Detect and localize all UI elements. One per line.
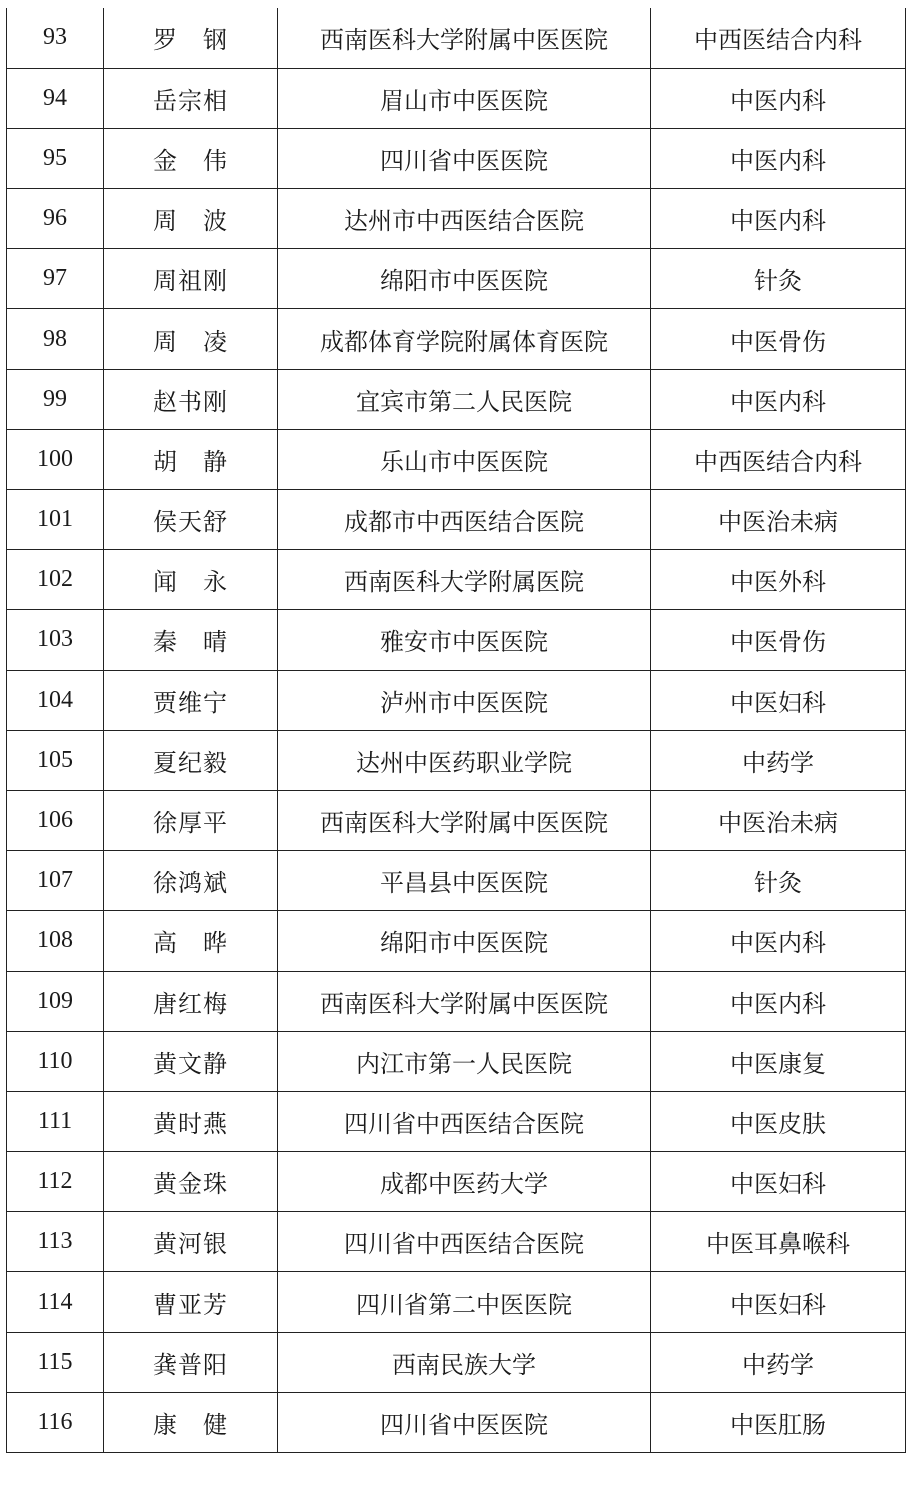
specialty-name: 中医内科 — [730, 146, 826, 175]
person-name: 唐红梅 — [153, 989, 228, 1018]
row-number-cell — [7, 1392, 104, 1452]
row-number-cell — [7, 309, 104, 369]
person-name: 岳宗相 — [153, 86, 228, 115]
institution-name: 四川省中医医院 — [380, 146, 548, 175]
institution-name: 西南医科大学附属中医医院 — [320, 989, 608, 1018]
row-number: 98 — [43, 325, 67, 352]
institution-name: 四川省中西医结合医院 — [344, 1109, 584, 1138]
row-number: 105 — [37, 746, 73, 773]
institution-name: 成都中医药大学 — [380, 1170, 548, 1199]
institution-name: 四川省中西医结合医院 — [344, 1230, 584, 1259]
institution-name-cell — [278, 249, 651, 309]
institution-name-cell — [278, 1212, 651, 1272]
specialty-name-cell — [651, 851, 906, 911]
person-name-cell — [104, 1152, 278, 1212]
institution-name: 四川省中医医院 — [380, 1410, 548, 1439]
table-row — [7, 249, 906, 309]
institution-name-cell — [278, 610, 651, 670]
person-name-cell — [104, 68, 278, 128]
specialty-name-cell — [651, 790, 906, 850]
person-name: 曹亚芳 — [153, 1290, 228, 1319]
institution-name-cell — [278, 1031, 651, 1091]
row-number: 93 — [43, 24, 67, 51]
institution-name-cell — [278, 1272, 651, 1332]
row-number-cell — [7, 1031, 104, 1091]
institution-name: 四川省第二中医医院 — [356, 1290, 572, 1319]
specialty-name: 中药学 — [742, 1350, 814, 1379]
specialty-name: 中医内科 — [730, 989, 826, 1018]
table-row — [7, 550, 906, 610]
row-number: 107 — [37, 867, 73, 894]
specialty-name-cell — [651, 128, 906, 188]
person-name-cell — [104, 790, 278, 850]
row-number-cell — [7, 1152, 104, 1212]
row-number: 104 — [37, 686, 73, 713]
person-name: 闻 永 — [153, 568, 228, 597]
institution-name-cell — [278, 550, 651, 610]
specialty-name: 中西医结合内科 — [694, 26, 862, 55]
row-number-cell — [7, 1272, 104, 1332]
row-number: 97 — [43, 265, 67, 292]
institution-name-cell — [278, 8, 651, 68]
institution-name: 成都体育学院附属体育医院 — [320, 327, 608, 356]
row-number-cell — [7, 610, 104, 670]
institution-name: 乐山市中医医院 — [380, 447, 548, 476]
institution-name-cell — [278, 1392, 651, 1452]
table-row — [7, 309, 906, 369]
person-name-cell — [104, 429, 278, 489]
institution-name-cell — [278, 68, 651, 128]
table-row — [7, 1332, 906, 1392]
specialty-name-cell — [651, 610, 906, 670]
row-number-cell — [7, 971, 104, 1031]
specialty-name: 中医骨伤 — [730, 327, 826, 356]
institution-name: 眉山市中医医院 — [380, 86, 548, 115]
table-row — [7, 1152, 906, 1212]
institution-name: 雅安市中医医院 — [380, 628, 548, 657]
table-row — [7, 790, 906, 850]
institution-name-cell — [278, 730, 651, 790]
specialty-name: 中医内科 — [730, 929, 826, 958]
specialty-name: 中医内科 — [730, 86, 826, 115]
specialty-name: 中医外科 — [730, 568, 826, 597]
specialty-name-cell — [651, 971, 906, 1031]
person-name-cell — [104, 1031, 278, 1091]
row-number: 116 — [37, 1408, 73, 1435]
person-name: 黄金珠 — [153, 1170, 228, 1199]
institution-name: 绵阳市中医医院 — [380, 929, 548, 958]
institution-name: 成都市中西医结合医院 — [344, 508, 584, 537]
institution-name: 内江市第一人民医院 — [356, 1049, 572, 1078]
table-row — [7, 851, 906, 911]
specialty-name-cell — [651, 249, 906, 309]
person-name: 周 波 — [153, 207, 228, 236]
specialty-name-cell — [651, 189, 906, 249]
person-name: 康 健 — [153, 1410, 228, 1439]
specialty-name-cell — [651, 1332, 906, 1392]
row-number: 113 — [37, 1228, 73, 1255]
table-row — [7, 1212, 906, 1272]
specialty-name: 中医皮肤 — [730, 1109, 826, 1138]
institution-name: 平昌县中医医院 — [380, 869, 548, 898]
row-number-cell — [7, 730, 104, 790]
row-number-cell — [7, 68, 104, 128]
person-name: 周 凌 — [153, 327, 228, 356]
row-number: 114 — [37, 1288, 73, 1315]
row-number-cell — [7, 911, 104, 971]
specialty-name: 中西医结合内科 — [694, 447, 862, 476]
row-number-cell — [7, 1091, 104, 1151]
person-name: 黄文静 — [153, 1049, 228, 1078]
specialty-name-cell — [651, 1272, 906, 1332]
table-row — [7, 1392, 906, 1452]
specialty-name-cell — [651, 1392, 906, 1452]
person-name: 黄河银 — [153, 1230, 228, 1259]
row-number: 101 — [37, 506, 73, 533]
roster-table-container — [6, 8, 905, 1453]
person-name-cell — [104, 249, 278, 309]
table-row — [7, 1031, 906, 1091]
row-number-cell — [7, 249, 104, 309]
person-name: 龚普阳 — [153, 1350, 228, 1379]
row-number: 99 — [43, 385, 67, 412]
specialty-name: 中医妇科 — [730, 688, 826, 717]
row-number: 108 — [37, 927, 73, 954]
row-number: 100 — [37, 445, 73, 472]
institution-name: 西南医科大学附属中医医院 — [320, 809, 608, 838]
person-name: 徐厚平 — [153, 809, 228, 838]
specialty-name-cell — [651, 1152, 906, 1212]
table-row — [7, 369, 906, 429]
person-name: 夏纪毅 — [153, 748, 228, 777]
row-number-cell — [7, 851, 104, 911]
row-number: 112 — [37, 1168, 73, 1195]
row-number-cell — [7, 670, 104, 730]
specialty-name: 中医妇科 — [730, 1290, 826, 1319]
person-name-cell — [104, 550, 278, 610]
institution-name-cell — [278, 971, 651, 1031]
institution-name: 西南民族大学 — [392, 1350, 536, 1379]
person-name: 徐鸿斌 — [153, 869, 228, 898]
specialty-name: 中医肛肠 — [730, 1410, 826, 1439]
row-number-cell — [7, 790, 104, 850]
person-name: 周祖刚 — [153, 267, 228, 296]
institution-name: 达州中医药职业学院 — [356, 748, 572, 777]
person-name-cell — [104, 730, 278, 790]
institution-name-cell — [278, 1332, 651, 1392]
specialty-name-cell — [651, 911, 906, 971]
specialty-name: 中医治未病 — [718, 508, 838, 537]
table-row — [7, 8, 906, 68]
row-number-cell — [7, 1332, 104, 1392]
specialty-name-cell — [651, 429, 906, 489]
table-row — [7, 610, 906, 670]
person-name-cell — [104, 851, 278, 911]
person-name-cell — [104, 971, 278, 1031]
institution-name-cell — [278, 1091, 651, 1151]
table-row — [7, 68, 906, 128]
row-number-cell — [7, 490, 104, 550]
table-row — [7, 730, 906, 790]
row-number: 103 — [37, 626, 73, 653]
roster-table — [6, 8, 906, 1453]
specialty-name-cell — [651, 730, 906, 790]
institution-name-cell — [278, 670, 651, 730]
institution-name-cell — [278, 851, 651, 911]
person-name-cell — [104, 309, 278, 369]
table-row — [7, 1272, 906, 1332]
row-number: 109 — [37, 987, 73, 1014]
person-name-cell — [104, 670, 278, 730]
specialty-name: 中医内科 — [730, 207, 826, 236]
institution-name-cell — [278, 911, 651, 971]
specialty-name: 中医治未病 — [718, 809, 838, 838]
row-number: 94 — [43, 84, 67, 111]
specialty-name-cell — [651, 309, 906, 369]
person-name-cell — [104, 610, 278, 670]
specialty-name: 中医骨伤 — [730, 628, 826, 657]
person-name-cell — [104, 1392, 278, 1452]
institution-name-cell — [278, 128, 651, 188]
table-row — [7, 128, 906, 188]
row-number: 110 — [37, 1047, 73, 1074]
roster-table-body — [7, 8, 906, 1453]
row-number-cell — [7, 189, 104, 249]
institution-name-cell — [278, 1152, 651, 1212]
row-number-cell — [7, 8, 104, 68]
table-row — [7, 490, 906, 550]
row-number: 102 — [37, 566, 73, 593]
person-name: 金 伟 — [153, 146, 228, 175]
person-name: 高 晔 — [153, 929, 228, 958]
institution-name: 绵阳市中医医院 — [380, 267, 548, 296]
specialty-name-cell — [651, 369, 906, 429]
row-number: 95 — [43, 144, 67, 171]
table-row — [7, 1091, 906, 1151]
specialty-name-cell — [651, 68, 906, 128]
specialty-name: 中医妇科 — [730, 1170, 826, 1199]
institution-name-cell — [278, 189, 651, 249]
person-name-cell — [104, 911, 278, 971]
specialty-name-cell — [651, 1212, 906, 1272]
person-name-cell — [104, 1212, 278, 1272]
specialty-name: 针灸 — [754, 869, 802, 898]
person-name: 贾维宁 — [153, 688, 228, 717]
institution-name-cell — [278, 790, 651, 850]
specialty-name: 中医内科 — [730, 387, 826, 416]
person-name-cell — [104, 1332, 278, 1392]
table-row — [7, 429, 906, 489]
person-name: 赵书刚 — [153, 387, 228, 416]
row-number-cell — [7, 550, 104, 610]
specialty-name-cell — [651, 1091, 906, 1151]
person-name-cell — [104, 490, 278, 550]
person-name-cell — [104, 128, 278, 188]
person-name: 黄时燕 — [153, 1109, 228, 1138]
institution-name: 西南医科大学附属医院 — [344, 568, 584, 597]
row-number-cell — [7, 369, 104, 429]
person-name-cell — [104, 1091, 278, 1151]
row-number-cell — [7, 1212, 104, 1272]
row-number: 115 — [37, 1348, 73, 1375]
institution-name-cell — [278, 309, 651, 369]
table-row — [7, 911, 906, 971]
table-row — [7, 670, 906, 730]
institution-name: 达州市中西医结合医院 — [344, 207, 584, 236]
row-number: 106 — [37, 807, 73, 834]
person-name: 罗 钢 — [153, 26, 228, 55]
table-row — [7, 189, 906, 249]
row-number: 111 — [37, 1107, 73, 1134]
specialty-name: 中医耳鼻喉科 — [706, 1230, 850, 1259]
person-name: 侯天舒 — [153, 508, 228, 537]
institution-name-cell — [278, 369, 651, 429]
institution-name-cell — [278, 490, 651, 550]
specialty-name-cell — [651, 1031, 906, 1091]
institution-name: 泸州市中医医院 — [380, 688, 548, 717]
institution-name: 宜宾市第二人民医院 — [356, 387, 572, 416]
row-number-cell — [7, 128, 104, 188]
specialty-name-cell — [651, 670, 906, 730]
person-name-cell — [104, 8, 278, 68]
specialty-name: 针灸 — [754, 267, 802, 296]
specialty-name-cell — [651, 8, 906, 68]
specialty-name-cell — [651, 490, 906, 550]
row-number-cell — [7, 429, 104, 489]
institution-name-cell — [278, 429, 651, 489]
specialty-name: 中医康复 — [730, 1049, 826, 1078]
row-number: 96 — [43, 205, 67, 232]
person-name-cell — [104, 189, 278, 249]
person-name: 胡 静 — [153, 447, 228, 476]
specialty-name-cell — [651, 550, 906, 610]
person-name: 秦 晴 — [153, 628, 228, 657]
institution-name: 西南医科大学附属中医医院 — [320, 26, 608, 55]
person-name-cell — [104, 1272, 278, 1332]
specialty-name: 中药学 — [742, 748, 814, 777]
person-name-cell — [104, 369, 278, 429]
table-row — [7, 971, 906, 1031]
